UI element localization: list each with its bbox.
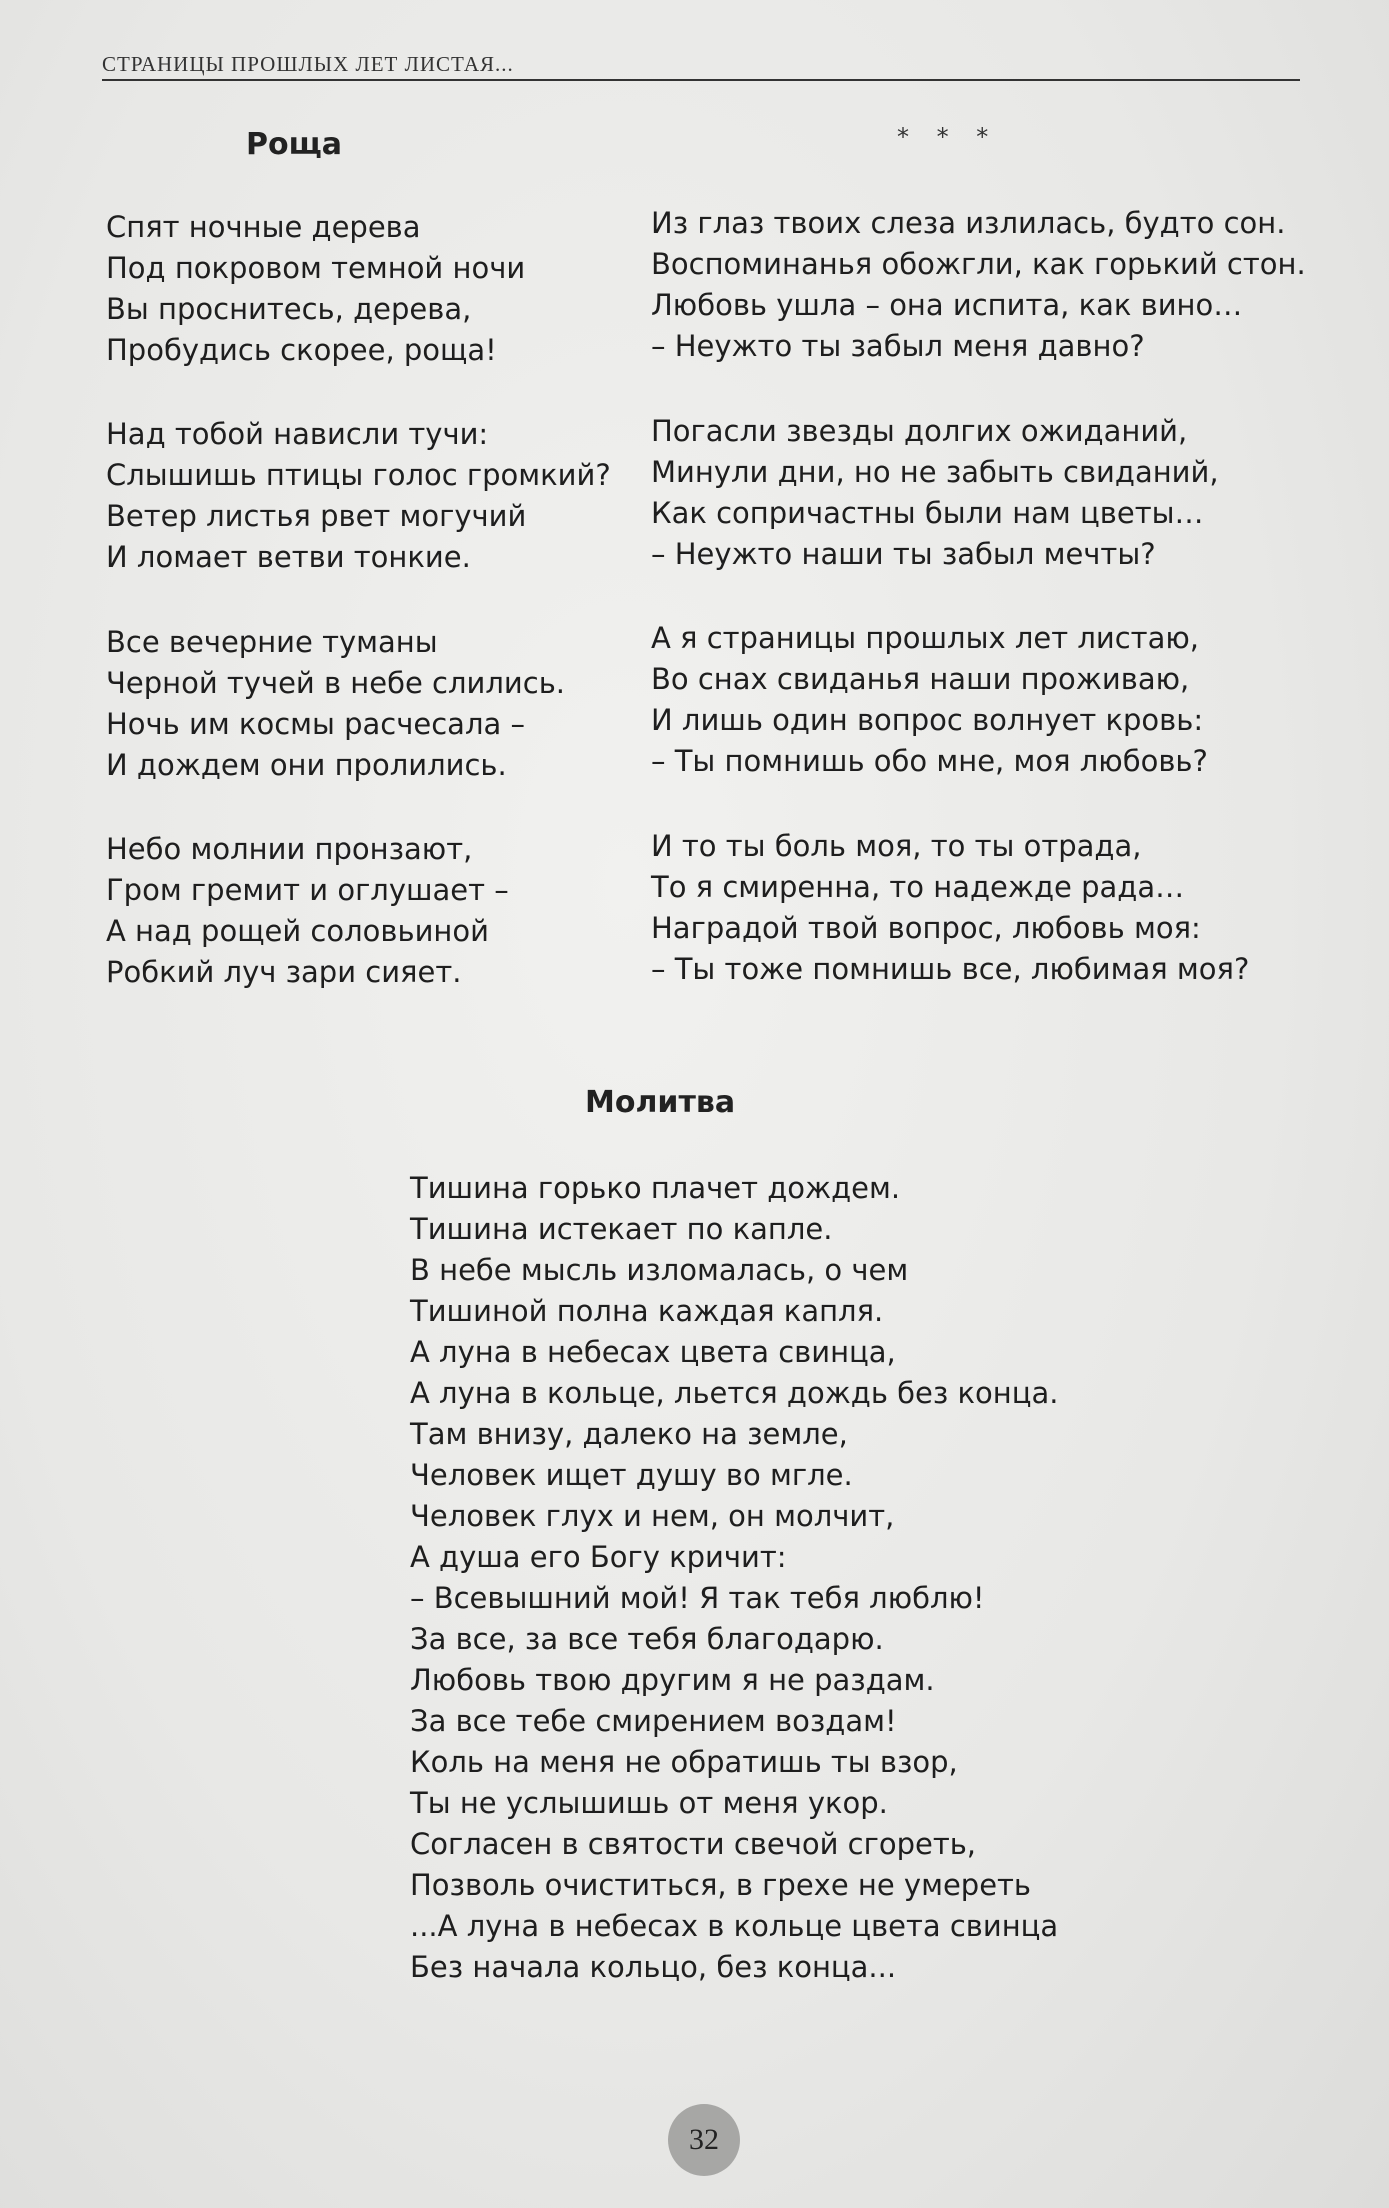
poem-line: А я страницы прошлых лет листаю, (651, 621, 1199, 655)
poem-line: И дождем они пролились. (106, 748, 507, 782)
poem-line: – Ты помнишь обо мне, моя любовь? (651, 744, 1208, 778)
poem-line: Робкий луч зари сияет. (106, 955, 462, 989)
poem-line: Вы проснитесь, дерева, (106, 292, 472, 326)
poem-line: – Неужто наши ты забыл мечты? (651, 537, 1156, 571)
grove-stanza-1 (106, 207, 525, 371)
poem-line: Человек глух и нем, он молчит, (410, 1499, 895, 1533)
poem-line: В небе мысль изломалась, о чем (410, 1253, 909, 1287)
poem-line: Погасли звезды долгих ожиданий, (651, 414, 1188, 448)
poem-line: – Всевышний мой! Я так тебя люблю! (410, 1581, 985, 1615)
poem-line: И ломает ветви тонкие. (106, 540, 471, 574)
poem-line: То я смиренна, то надежде рада… (651, 870, 1185, 904)
poem-title-prayer: Молитва (585, 1085, 736, 1120)
poem-line: Все вечерние туманы (106, 625, 438, 659)
grove-stanza-3 (106, 622, 565, 786)
untitled-stanza-1 (651, 203, 1306, 367)
poem-line: Слышишь птицы голос громкий? (106, 458, 611, 492)
poem-line: Воспоминанья обожгли, как горький стон. (651, 247, 1306, 281)
poem-line: Гром гремит и оглушает – (106, 873, 509, 907)
poem-line: Наградой твой вопрос, любовь моя: (651, 911, 1201, 945)
poem-line: А душа его Богу кричит: (410, 1540, 787, 1574)
poem-line: И то ты боль моя, то ты отрада, (651, 829, 1142, 863)
poem-line: За все тебе смирением воздам! (410, 1704, 897, 1738)
poem-line: Черной тучей в небе слились. (106, 666, 566, 700)
poem-line: ...А луна в небесах в кольце цвета свинца (410, 1909, 1059, 1943)
poem-line: Как сопричастны были нам цветы… (651, 496, 1204, 530)
poem-line: Ночь им космы расчесала – (106, 707, 525, 741)
untitled-stanza-3 (651, 618, 1208, 782)
poem-line: Из глаз твоих слеза излилась, будто сон. (651, 206, 1286, 240)
running-title: СТРАНИЦЫ ПРОШЛЫХ ЛЕТ ЛИСТАЯ... (102, 52, 514, 76)
poem-line: Во снах свиданья наши проживаю, (651, 662, 1190, 696)
poem-title-grove: Роща (246, 127, 343, 162)
poem-line: Без начала кольцо, без конца... (410, 1950, 897, 1984)
grove-stanza-2 (106, 414, 611, 578)
untitled-stanza-2 (651, 411, 1219, 575)
poem-line: Минули дни, но не забыть свиданий, (651, 455, 1219, 489)
poem-line: Ты не услышишь от меня укор. (410, 1786, 888, 1820)
poem-line: Небо молнии пронзают, (106, 832, 473, 866)
poem-line: Спят ночные дерева (106, 210, 421, 244)
poem-line: Согласен в святости свечой сгореть, (410, 1827, 977, 1861)
poem-line: А луна в кольце, льется дождь без конца. (410, 1376, 1059, 1410)
poem-line: Тишиной полна каждая капля. (410, 1294, 884, 1328)
poem-line: Позволь очиститься, в грехе не умереть (410, 1868, 1032, 1902)
poem-line: Любовь ушла – она испита, как вино… (651, 288, 1243, 322)
running-header (102, 52, 1300, 81)
poem-line: Человек ищет душу во мгле. (410, 1458, 853, 1492)
poem-line: А луна в небесах цвета свинца, (410, 1335, 896, 1369)
poem-line: Под покровом темной ночи (106, 251, 526, 285)
poem-line: Над тобой нависли тучи: (106, 417, 489, 451)
page-number: 32 (689, 2123, 719, 2156)
poem-line: За все, за все тебя благодарю. (410, 1622, 884, 1656)
poem-line: Тишина истекает по капле. (410, 1212, 833, 1246)
untitled-poem-stars: * * * (897, 123, 999, 151)
poem-line: И лишь один вопрос волнует кровь: (651, 703, 1204, 737)
poem-line: Любовь твою другим я не раздам. (410, 1663, 935, 1697)
poem-line: Тишина горько плачет дождем. (410, 1171, 901, 1205)
prayer-poem (410, 1168, 1058, 1988)
poem-line: – Неужто ты забыл меня давно? (651, 329, 1145, 363)
poem-line: Пробудись скорее, роща! (106, 333, 497, 367)
poem-line: Ветер листья рвет могучий (106, 499, 527, 533)
page-number-badge (668, 2104, 740, 2176)
grove-stanza-4 (106, 829, 509, 993)
poem-line: – Ты тоже помнишь все, любимая моя? (651, 952, 1250, 986)
untitled-stanza-4 (651, 826, 1249, 990)
poem-line: Там внизу, далеко на земле, (410, 1417, 848, 1451)
poem-line: А над рощей соловьиной (106, 914, 489, 948)
poem-line: Коль на меня не обратишь ты взор, (410, 1745, 958, 1779)
